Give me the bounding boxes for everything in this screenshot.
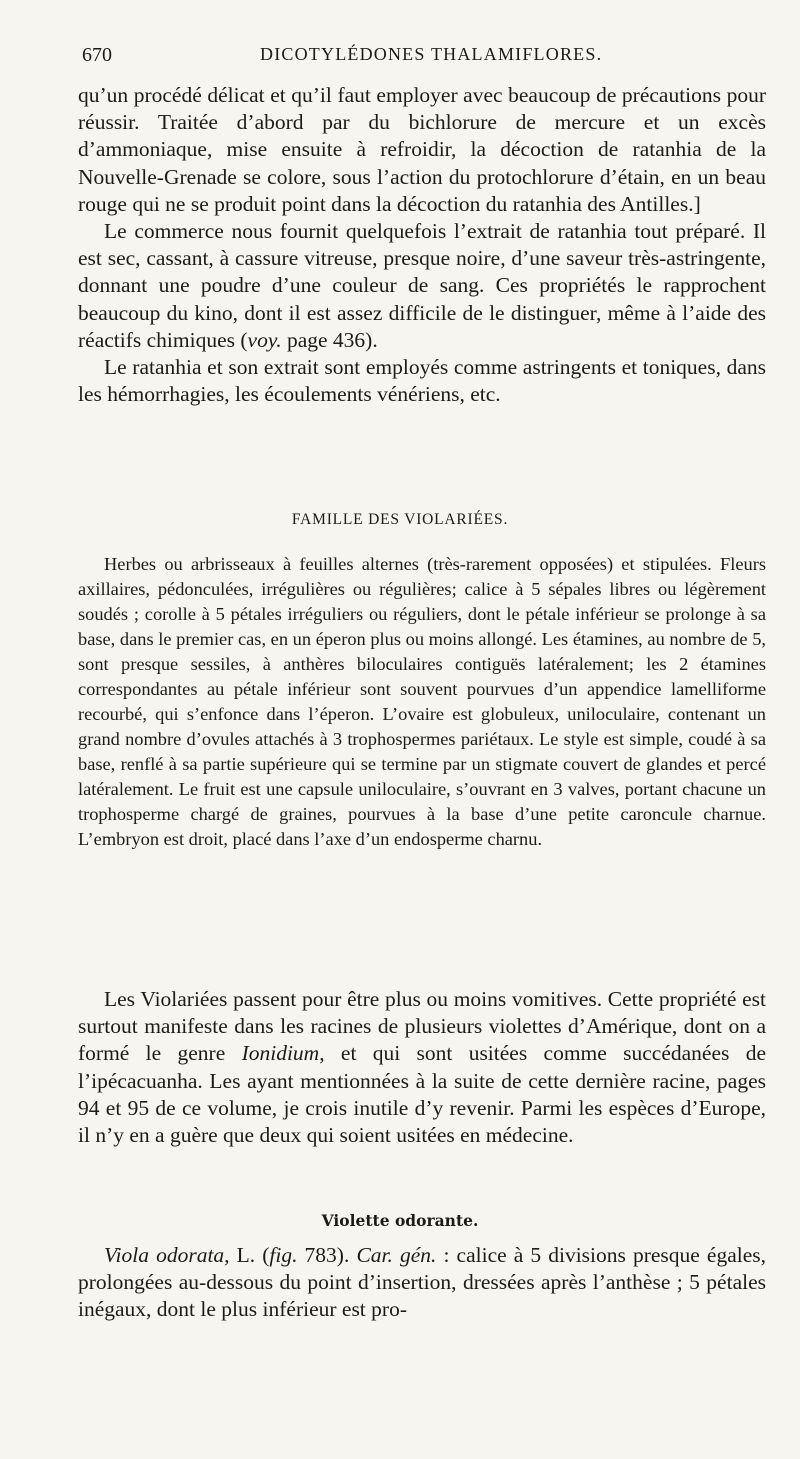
paragraph-extract: Le commerce nous fournit quelquefois l’extrait de ratanhia tout préparé. Il est sec, cassant, à cassure vitreuse, presque noire, d’une saveur très-astringente, donnant une poudre d’une couleur de sang. Ces propriétés le rapprochent beaucoup du kino, dont il est assez difficile de le distinguer, même à l’aide des réactifs chimiques (voy. page 436). <box>78 219 766 352</box>
family-description: Herbes ou arbrisseaux à feuilles alternes (très-rarement opposées) et stipulées. Fleurs axillaires, pédonculées, irrégulières ou régulières; calice à 5 sépales libres ou légèrement soudés ; corolle à 5 pétales irréguliers ou réguliers, dont le pétale inférieur se prolonge à sa base, dans le premier cas, en un éperon plus ou moins allongé. Les étamines, au nombre de 5, sont presque sessiles, à anthères biloculaires contiguës latéralement; les 2 étamines correspondantes au pétale inférieur sont souvent pourvues d’un appendice lamelliforme recourbé, qui s’enfonce dans l’éperon. L’ovaire est globuleux, uniloculaire, contenant un grand nombre d’ovules attachés à 3 trophospermes pariétaux. Le style est simple, coudé à sa base, renflé à sa partie supérieure qui se termine par un stigmate couvert de glandes et percé latéralement. Le fruit est une capsule uniloculaire, s’ouvrant en 3 valves, portant chacune un trophosperme chargé de graines, pourvues à la base d’une petite caroncule charnue. L’embryon est droit, placé dans l’axe d’un endosperme charnu. <box>78 554 766 849</box>
page-number: 670 <box>82 44 112 66</box>
family-description-block <box>78 552 766 852</box>
species-paragraph: Viola odorata, L. (fig. 783). Car. gén. : calice à 5 divisions presque égales, prolongées au-dessous du point d’insertion, dressées après l’anthèse ; 5 pétales inégaux, dont le plus inférieur est pro- <box>78 1243 767 1322</box>
species-block <box>78 1242 766 1324</box>
page-header <box>82 44 772 72</box>
species-heading: Violette odorante. <box>321 1211 479 1230</box>
paragraph-uses: Le ratanhia et son extrait sont employés comme astringents et toniques, dans les hémorrhagies, les écoulements vénériens, etc. <box>78 355 766 407</box>
running-head: DICOTYLÉDONES THALAMIFLORES. <box>260 44 603 64</box>
family-heading: FAMILLE DES VIOLARIÉES. <box>291 511 509 528</box>
violariees-block <box>78 986 766 1149</box>
paragraph-continuation: qu’un procédé délicat et qu’il faut employer avec beaucoup de précautions pour réussir. Traitée d’abord par du bichlorure de mercure et un excès d’ammoniaque, mise ensuite à refroidir, la décoction de ratanhia de la Nouvelle-Grenade se colore, sous l’action du protochlorure d’étain, en un beau rouge qui ne se produit point dans la décoction du ratanhia des Antilles.] <box>78 83 766 216</box>
upper-text-block <box>78 82 766 408</box>
paragraph-violariees: Les Violariées passent pour être plus ou moins vomitives. Cette propriété est surtout manifeste dans les racines de plusieurs violettes d’Amérique, dont on a formé le genre Ionidium, et qui sont usitées comme succédanées de l’ipécacuanha. Les ayant mentionnées à la suite de cette dernière racine, pages 94 et 95 de ce volume, je crois inutile d’y revenir. Parmi les espèces d’Europe, il n’y en a guère que deux qui soient usitées en médecine. <box>78 987 766 1148</box>
